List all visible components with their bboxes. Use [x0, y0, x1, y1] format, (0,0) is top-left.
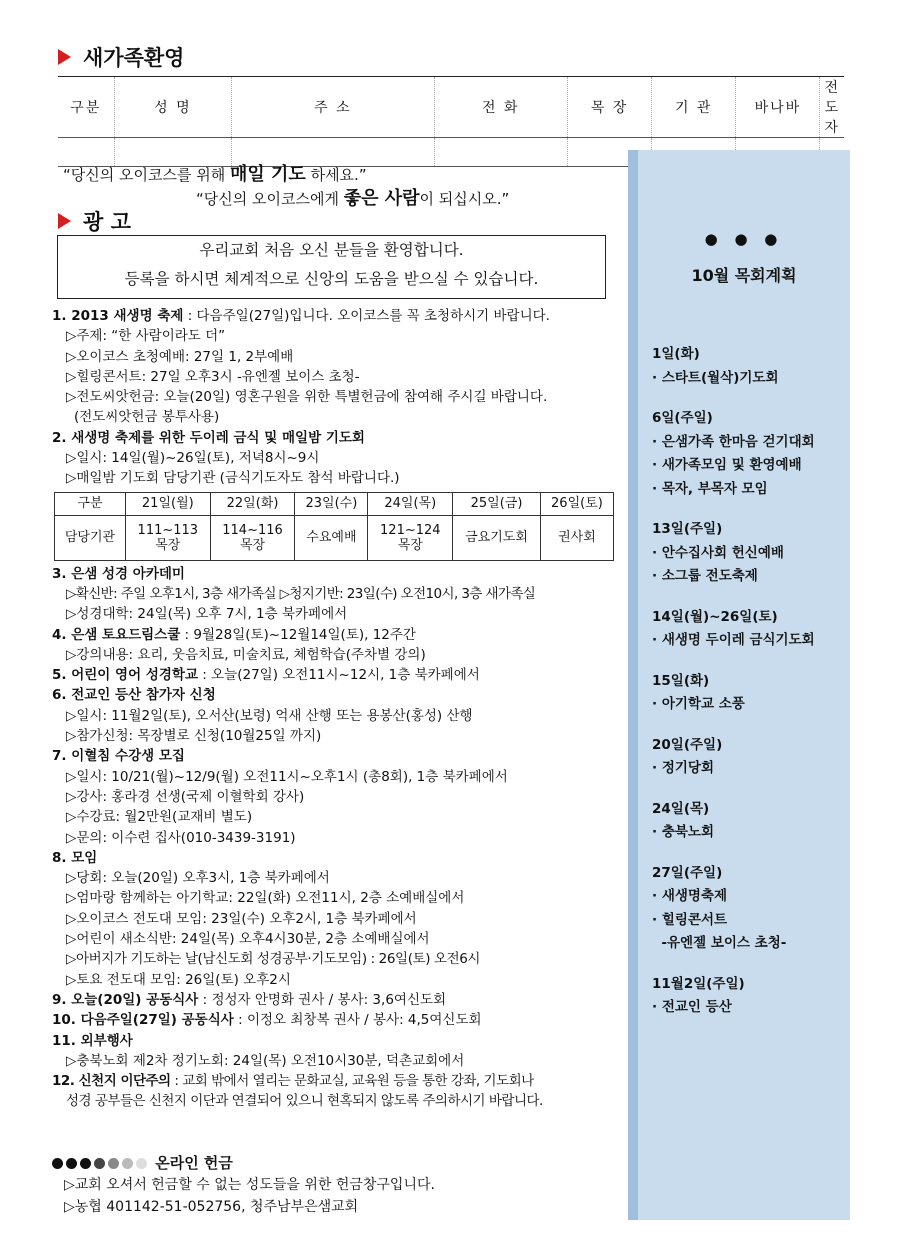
list-item: ▷전도씨앗헌금: 오늘(20일) 영혼구원을 위한 특별헌금에 참여해 주시길 바랍니다.	[66, 389, 548, 406]
plan-date: 1일(화)	[652, 346, 700, 362]
col-organization: 기 관	[652, 77, 736, 138]
sidebar-title: 10월 목회계획	[691, 266, 797, 285]
announcement-10: 10. 다음주일(27일) 공동식사 : 이정오 최창복 권사 / 봉사: 4,5여신도회	[52, 1012, 482, 1029]
schedule-header: 21일(월)	[125, 492, 210, 515]
sidebar-dots: ● ● ●	[704, 230, 784, 248]
dot-icon	[108, 1158, 119, 1169]
list-item	[652, 862, 815, 956]
plan-event: · 충북노회	[652, 824, 714, 840]
schedule-header: 22일(화)	[210, 492, 295, 515]
list-item: ▷확신반: 주일 오후1시, 3층 새가족실 ▷청지기반: 23일(수) 오전10시, 3층 새가족실	[66, 585, 536, 602]
plan-event: · 아기학교 소풍	[652, 696, 745, 712]
plan-event: · 은샘가족 한마음 걷기대회	[652, 433, 815, 450]
triangle-bullet-icon	[58, 213, 71, 229]
dot-icon	[80, 1158, 91, 1169]
welcome-box	[57, 235, 606, 299]
list-item: ▷토요 전도대 모임: 26일(토) 오후2시	[66, 971, 291, 988]
schedule-header: 24일(목)	[368, 492, 453, 515]
list-item: ▷일시: 10/21(월)~12/9(월) 오전11시~오후1시 (총8회), 1층 북카페에서	[66, 768, 508, 785]
table-row	[55, 515, 614, 560]
announcement-8: 8. 모임	[52, 849, 98, 866]
list-item	[652, 670, 815, 717]
announcement-7: 7. 이혈침 수강생 모집	[52, 748, 185, 765]
col-phone: 전 화	[434, 77, 567, 138]
schedule-cell: 111~113 목장	[125, 515, 210, 560]
list-item	[652, 734, 815, 781]
list-item: ▷충북노회 제2차 정기노회: 24일(목) 오전10시30분, 덕촌교회에서	[66, 1052, 465, 1069]
schedule-header: 23일(수)	[295, 492, 368, 515]
list-item: ▷성경대학: 24일(목) 오후 7시, 1층 북카페에서	[66, 606, 348, 623]
schedule-cell: 금요기도회	[453, 515, 541, 560]
plan-event: · 새생명 두이레 금식기도회	[652, 632, 815, 648]
col-mokjang: 목 장	[568, 77, 652, 138]
list-item: ▷문의: 이수련 집사(010-3439-3191)	[66, 829, 296, 846]
list-item: ▷힐링콘서트: 27일 오후3시 -유엔젤 보이스 초청-	[66, 368, 360, 385]
dot-icon	[136, 1158, 147, 1169]
plan-date: 14일(월)~26일(토)	[652, 608, 778, 625]
list-item: ▷교회 오셔서 헌금할 수 없는 성도들을 위한 헌금창구입니다.	[64, 1177, 435, 1193]
list-item: ▷오이코스 전도대 모임: 23일(수) 오후2시, 1층 북카페에서	[66, 910, 417, 927]
plan-date: 6일(주일)	[652, 410, 713, 426]
pastoral-plan-sidebar	[628, 150, 850, 1220]
plan-event: · 새가족모임 및 환영예배	[652, 457, 802, 473]
schedule-header: 26일(토)	[540, 492, 613, 515]
quote-pray: “당신의 오이코스를 위해 매일 기도 하세요.”	[63, 164, 367, 185]
list-item: ▷당회: 오늘(20일) 오후3시, 1층 북카페에서	[66, 870, 330, 887]
col-evangelist: 전도자	[820, 77, 844, 138]
announcement-list	[52, 306, 622, 1112]
ad-heading	[58, 206, 131, 236]
plan-event: · 스타트(월삭)기도회	[652, 369, 779, 386]
list-item: ▷수강료: 월2만원(교재비 별도)	[66, 809, 253, 826]
announcement-1: 1. 2013 새생명 축제 : 다음주일(27일)입니다. 오이코스를 꼭 초청하시기 바랍니다.	[52, 308, 550, 324]
col-category: 구분	[58, 77, 114, 138]
dot-icon	[52, 1158, 63, 1169]
list-item: ▷일시: 11월2일(토), 오서산(보령) 억새 산행 또는 용봉산(홍성) 산행	[66, 707, 473, 724]
plan-event: · 힐링콘서트	[652, 911, 728, 928]
list-item: ▷아버지가 기도하는 날(남신도회 성경공부·기도모임) : 26일(토) 오전6시	[66, 951, 481, 968]
schedule-header: 구분	[55, 492, 126, 515]
list-item: ▷강의내용: 요리, 웃음치료, 미술치료, 체험학습(주차별 강의)	[66, 646, 426, 663]
list-item: (전도씨앗헌금 봉투사용)	[74, 409, 220, 426]
plan-event: · 전교인 등산	[652, 999, 732, 1015]
list-item: ▷오이코스 초청예배: 27일 1, 2부예배	[66, 348, 294, 365]
list-item: ▷농협 401142-51-052756, 청주남부은샘교회	[64, 1199, 359, 1215]
quote-good-person: “당신의 오이코스에게 좋은 사람이 되십시오.”	[196, 188, 510, 209]
sidebar-list	[652, 343, 815, 1037]
announcement-3: 3. 은샘 성경 아카데미	[52, 565, 185, 582]
announcement-2: 2. 새생명 축제를 위한 두이레 금식 및 매일밤 기도회	[52, 429, 365, 446]
list-item	[652, 518, 815, 589]
triangle-bullet-icon	[58, 49, 71, 65]
plan-date: 27일(주일)	[652, 864, 723, 881]
ad-title: 광 고	[83, 210, 131, 234]
plan-event: -유엔젤 보이스 초청-	[652, 935, 787, 951]
online-heading	[52, 1152, 435, 1174]
list-item: 성경 공부들은 신천지 이단과 연결되어 있으니 현혹되지 않도록 주의하시기 바랍니다.	[66, 1093, 543, 1110]
plan-date: 15일(화)	[652, 672, 710, 689]
list-item: ▷강사: 홍라경 선생(국제 이혈학회 강사)	[66, 788, 305, 805]
plan-event: · 정기당회	[652, 760, 714, 776]
schedule-header: 25일(금)	[453, 492, 541, 515]
list-item: ▷엄마랑 함께하는 아기학교: 22일(화) 오전11시, 2층 소예배실에서	[66, 890, 465, 907]
announcement-4: 4. 은샘 토요드림스쿨 : 9월28일(토)~12월14일(토), 12주간	[52, 626, 416, 643]
list-item: ▷주제: “한 사람이라도 더”	[66, 328, 226, 345]
list-item: ▷참가신청: 목장별로 신청(10월25일 까지)	[66, 728, 322, 745]
list-item: ▷일시: 14일(월)~26일(토), 저녁8시~9시	[66, 450, 320, 467]
announcement-11: 11. 외부행사	[52, 1032, 133, 1049]
announcement-5: 5. 어린이 영어 성경학교 : 오늘(27일) 오전11시~12시, 1층 북카페에서	[52, 667, 480, 684]
new-family-title: 새가족환영	[83, 46, 185, 70]
announcement-9: 9. 오늘(20일) 공동식사 : 정성자 안명화 권사 / 봉사: 3,6여신도회	[52, 991, 447, 1008]
list-item	[652, 343, 815, 390]
list-item	[652, 798, 815, 845]
col-address: 주 소	[232, 77, 434, 138]
list-item	[652, 407, 815, 501]
announcement-6: 6. 전교인 등산 참가자 신청	[52, 687, 216, 704]
welcome-line-2: 등록을 하시면 체계적으로 신앙의 도움을 받으실 수 있습니다.	[124, 270, 539, 288]
plan-event: · 소그룹 전도축제	[652, 568, 758, 584]
online-offering	[52, 1152, 435, 1218]
dot-icon	[66, 1158, 77, 1169]
plan-date: 20일(주일)	[652, 736, 723, 753]
list-item	[652, 973, 815, 1020]
plan-event: · 안수집사회 헌신예배	[652, 544, 784, 561]
prayer-schedule-table	[54, 492, 614, 561]
schedule-cell: 수요예배	[295, 515, 368, 560]
schedule-cell: 권사회	[540, 515, 613, 560]
list-item: ▷매일밤 기도회 담당기관 (금식기도자도 참석 바랍니다.)	[66, 470, 400, 487]
dot-icon	[94, 1158, 105, 1169]
schedule-cell: 담당기관	[55, 515, 126, 560]
schedule-cell: 121~124 목장	[368, 515, 453, 560]
dot-icon	[122, 1158, 133, 1169]
plan-event: · 목자, 부목자 모임	[652, 480, 768, 497]
list-item	[652, 606, 815, 653]
col-barnabas: 바나바	[736, 77, 820, 138]
plan-date: 24일(목)	[652, 800, 710, 817]
new-family-heading	[58, 42, 184, 72]
welcome-line-1: 우리교회 처음 오신 분들을 환영합니다.	[199, 241, 464, 259]
online-title: 온라인 헌금	[155, 1154, 233, 1172]
plan-date: 11월2일(주일)	[652, 975, 745, 992]
schedule-cell: 114~116 목장	[210, 515, 295, 560]
plan-date: 13일(주일)	[652, 521, 723, 537]
list-item: ▷어린이 새소식반: 24일(목) 오후4시30분, 2층 소예배실에서	[66, 931, 430, 948]
announcement-12: 12. 신천지 이단주의 : 교회 밖에서 열리는 문화교실, 교육원 등을 통한 강좌, 기도회나	[52, 1073, 534, 1090]
plan-event: · 새생명축제	[652, 888, 728, 904]
col-name: 성 명	[114, 77, 232, 138]
